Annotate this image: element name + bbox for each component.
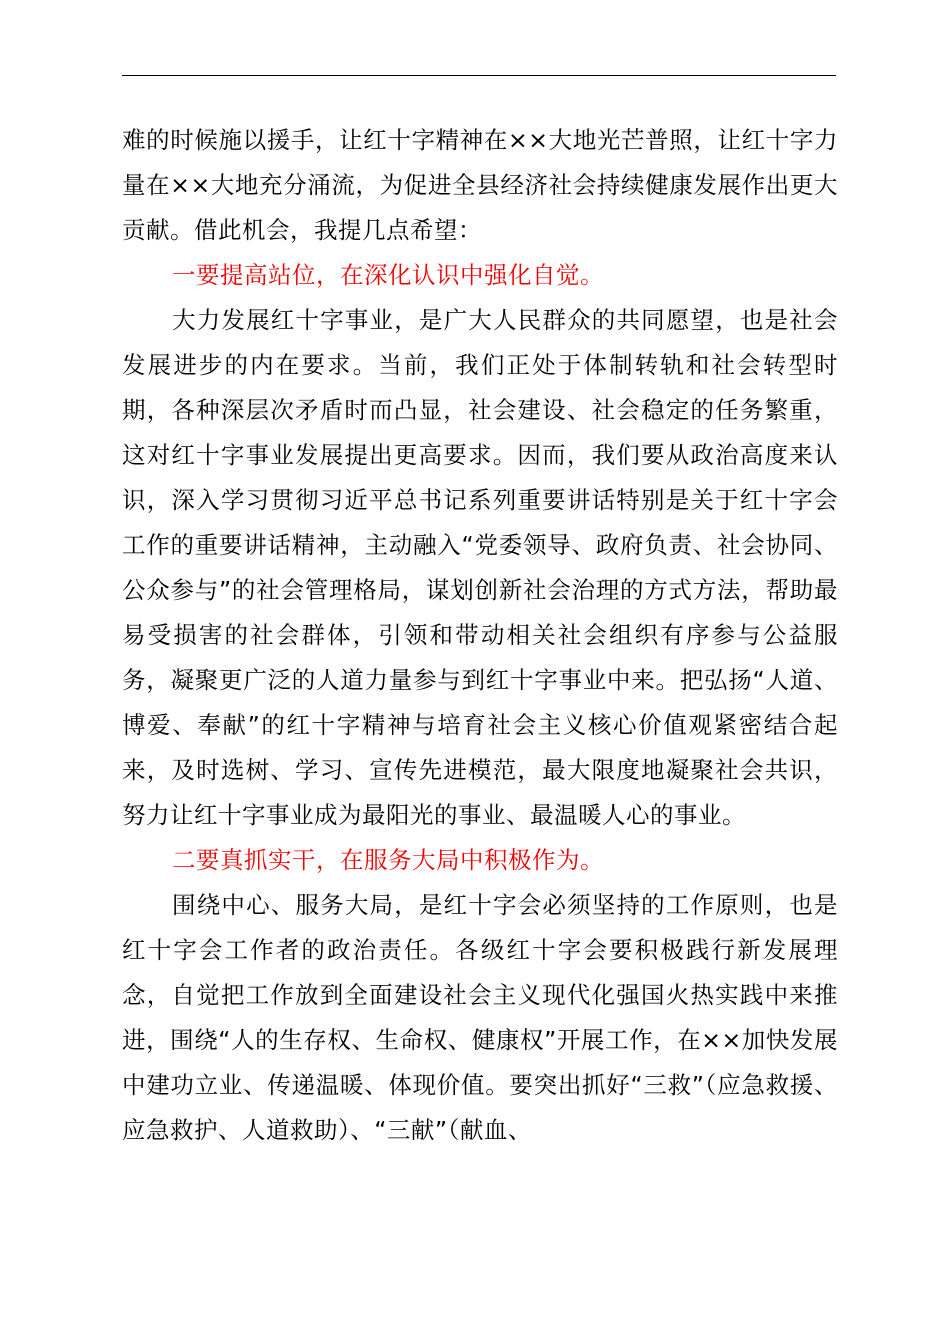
section-heading-1: 一要提高站位，在深化认识中强化自觉。 <box>172 261 604 289</box>
paragraph-intro: 难的时候施以援手，让红十字精神在××大地光芒普照，让红十字力量在××大地充分涌流，为促进全县经济社会持续健康发展作出更大贡献。借此机会，我提几点希望： <box>122 126 838 244</box>
header-rule <box>122 75 836 76</box>
paragraph-section-2: 围绕中心、服务大局，是红十字会必须坚持的工作原则，也是红十字会工作者的政治责任。各级红十字会要积极践行新发展理念，自觉把工作放到全面建设社会主义现代化强国火热实践中来推进，围绕“人的生存权、生命权、健康权”开展工作，在××加快发展中建功立业、传递温暖、体现价值。要突出抓好“三救”（应急救援、应急救护、人道救助）、“三献”（献血、 <box>122 891 838 1144</box>
section-heading-2: 二要真抓实干，在服务大局中积极作为。 <box>172 846 604 874</box>
paragraph-section-1: 大力发展红十字事业，是广大人民群众的共同愿望，也是社会发展进步的内在要求。当前，我们正处于体制转轨和社会转型时期，各种深层次矛盾时而凸显，社会建设、社会稳定的任务繁重，这对红十字事业发展提出更高要求。因而，我们要从政治高度来认识，深入学习贯彻习近平总书记系列重要讲话特别是关于红十字会工作的重要讲话精神，主动融入“党委领导、政府负责、社会协同、公众参与”的社会管理格局，谋划创新社会治理的方式方法，帮助最易受损害的社会群体，引领和带动相关社会组织有序参与公益服务，凝聚更广泛的人道力量参与到红十字事业中来。把弘扬“人道、博爱、奉献”的红十字精神与培育社会主义核心价值观紧密结合起来，及时选树、学习、宣传先进模范，最大限度地凝聚社会共识，努力让红十字事业成为最阳光的事业、最温暖人心的事业。 <box>122 306 838 829</box>
document-body <box>122 118 838 1153</box>
